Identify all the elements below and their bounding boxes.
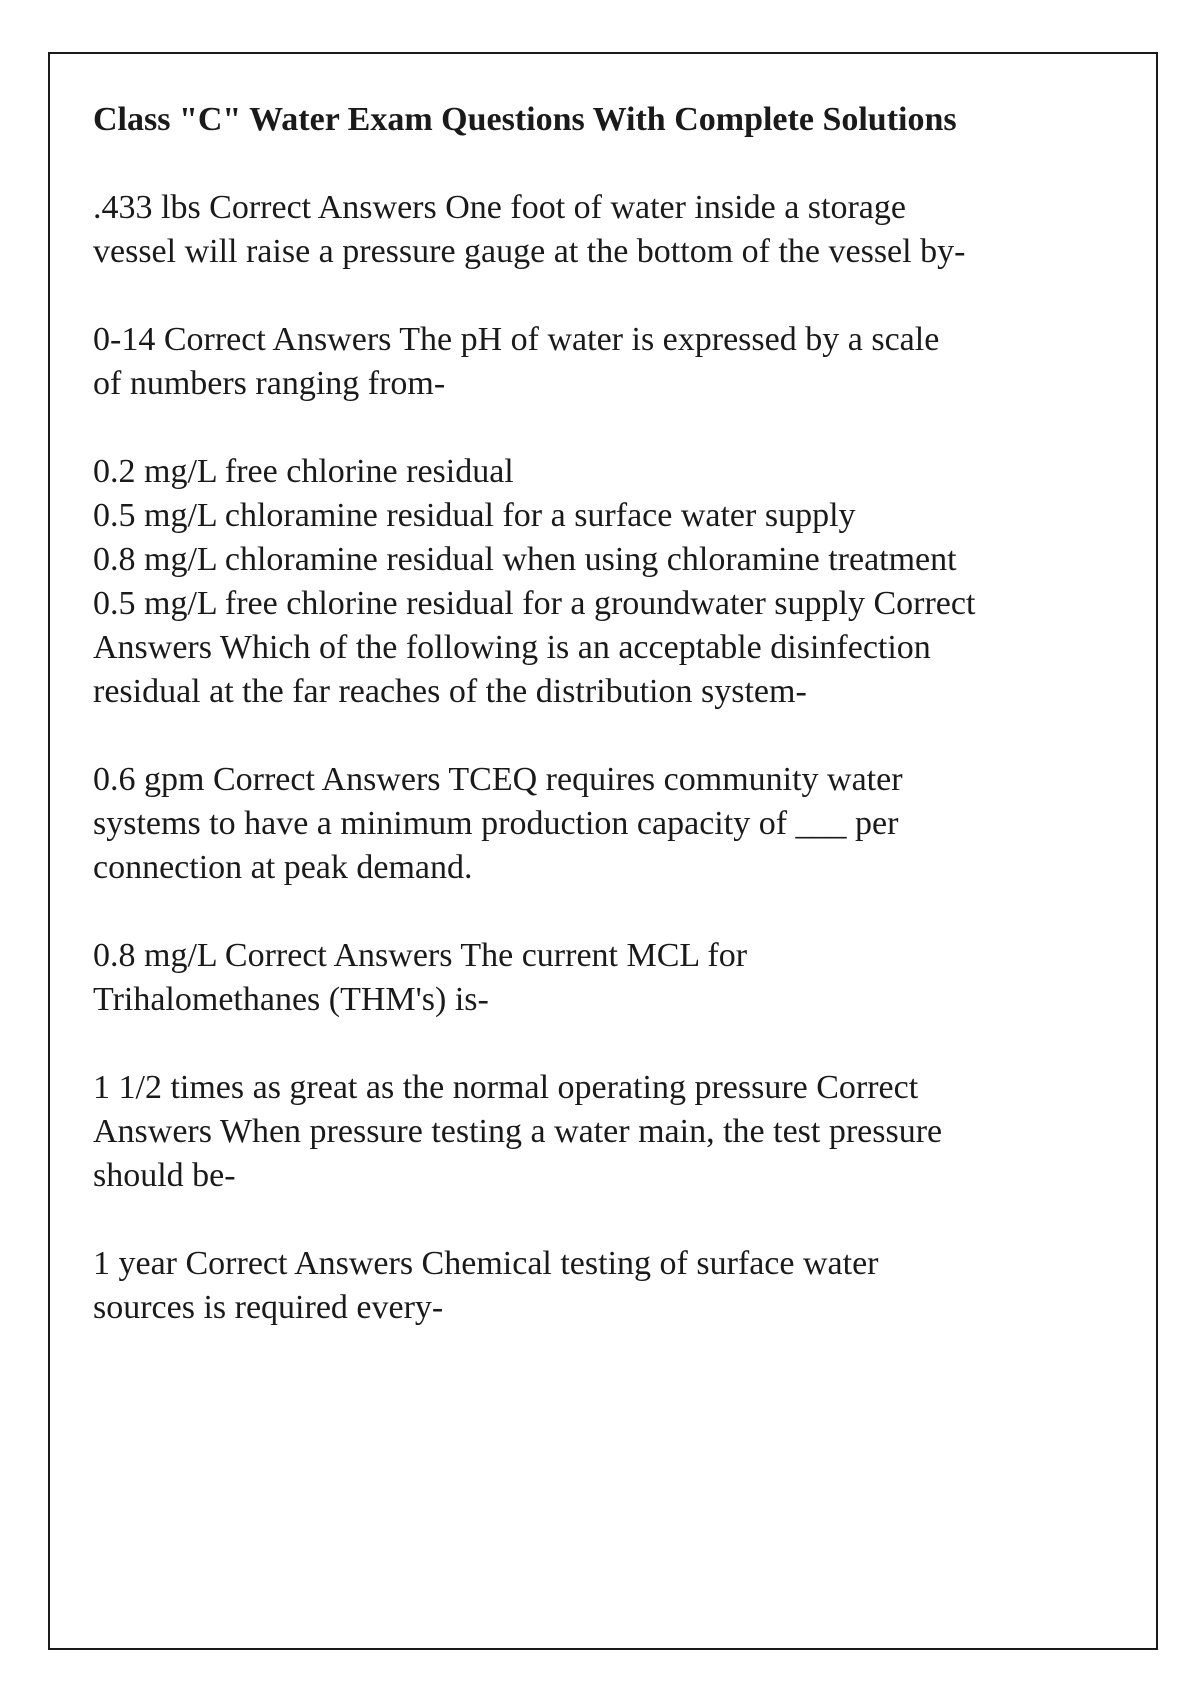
qa-line: 0.5 mg/L chloramine residual for a surface water supply [93,497,856,534]
qa-item [93,450,1033,714]
qa-line: sources is required every- [93,1289,444,1326]
qa-item [93,186,1033,274]
qa-line: .433 lbs Correct Answers One foot of water inside a storage [93,189,906,226]
qa-line: Answers When pressure testing a water main, the test pressure [93,1113,943,1150]
qa-line: should be- [93,1157,236,1194]
qa-item [93,758,1033,890]
qa-line: of numbers ranging from- [93,365,446,402]
qa-line: 0.6 gpm Correct Answers TCEQ requires community water [93,761,903,798]
qa-line: systems to have a minimum production capacity of ___ per [93,805,899,842]
qa-item [93,318,1033,406]
qa-line: Answers Which of the following is an acceptable disinfection [93,629,931,666]
qa-line: 0-14 Correct Answers The pH of water is expressed by a scale [93,321,940,358]
document-title: Class "C" Water Exam Questions With Complete Solutions [93,101,957,138]
qa-item [93,1242,1033,1330]
qa-line: residual at the far reaches of the distribution system- [93,673,807,710]
qa-line: 0.5 mg/L free chlorine residual for a groundwater supply Correct [93,585,976,622]
qa-line: 0.2 mg/L free chlorine residual [93,453,514,490]
qa-line: 0.8 mg/L chloramine residual when using chloramine treatment [93,541,957,578]
qa-line: 1 year Correct Answers Chemical testing of surface water [93,1245,879,1282]
qa-line: 0.8 mg/L Correct Answers The current MCL for [93,937,748,974]
qa-line: Trihalomethanes (THM's) is- [93,981,489,1018]
qa-line: 1 1/2 times as great as the normal operating pressure Correct [93,1069,919,1106]
document-content [93,98,1033,1374]
qa-line: connection at peak demand. [93,849,473,886]
qa-item [93,1066,1033,1198]
qa-line: vessel will raise a pressure gauge at the bottom of the vessel by- [93,233,966,270]
qa-item [93,934,1033,1022]
